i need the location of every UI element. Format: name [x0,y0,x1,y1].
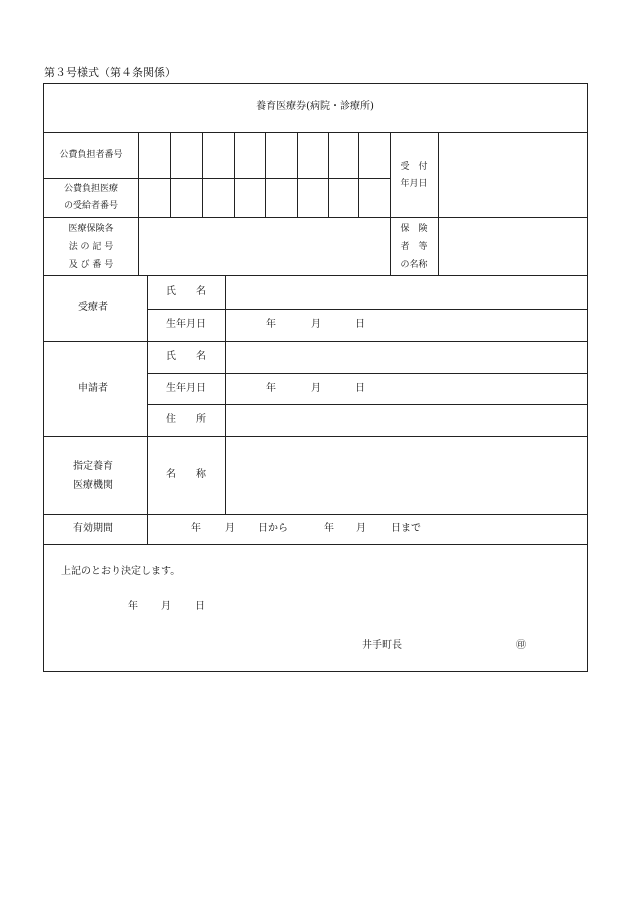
applicant-birth-year: 年 [266,383,276,394]
grid-col-line [297,132,298,217]
decision-statement: 上記のとおり決定します。 [61,566,181,577]
validity-from-year: 年 [191,523,201,534]
institution-name-label: 名 称 [166,469,206,480]
applicant-row-line [43,436,588,437]
insurer-name-label: 保 険 者 等 の名称 [400,224,428,270]
decision-month: 月 [161,601,171,612]
frame-left-line [43,83,44,672]
medical-care-voucher-form [43,83,588,672]
public-recipient-number-label: 公費負担医療 の受給者番号 [63,184,119,211]
grid-col-line [234,132,235,217]
validity-to-day: 日まで [391,523,421,534]
applicant-name-line [147,373,588,374]
designated-institution-label: 指定養育 医療機関 [73,461,113,491]
grid-col-line [390,132,391,275]
section-label-line [147,275,148,544]
applicant-birth-month: 月 [311,383,321,394]
institution-row-line [43,514,588,515]
form-title: 養育医療券(病院・診療所) [256,101,374,112]
applicant-address-label: 住 所 [166,414,206,425]
applicant-birthdate-label: 生年月日 [166,383,206,394]
grid-col-line [170,132,171,217]
applicant-birth-day: 日 [355,383,365,394]
patient-name-label: 氏 名 [166,286,206,297]
patient-row-line [43,341,588,342]
patient-birth-year: 年 [266,319,276,330]
seal-mark: ㊞ [516,640,526,651]
frame-bottom-line [43,671,588,672]
patient-birth-month: 月 [311,319,321,330]
validity-from-month: 月 [225,523,235,534]
frame-right-line [587,83,588,672]
grid-col-line [202,132,203,217]
receipt-date-label: 受 付 年月日 [400,162,428,189]
title-row-line [43,132,588,133]
patient-name-line [147,309,588,310]
insurance-row-line [43,275,588,276]
insurance-symbol-number-label: 医療保険各 法 の 記 号 及 び 番 号 [68,224,114,270]
form-number-caption: 第３号様式（第４条関係） [44,66,176,79]
patient-section-label: 受療者 [78,302,108,313]
decision-day: 日 [195,601,205,612]
patient-birthdate-label: 生年月日 [166,319,206,330]
payer-row-line [43,178,390,179]
grid-col-line [328,132,329,217]
public-payer-number-label: 公費負担者番号 [59,150,123,160]
decision-year: 年 [128,601,138,612]
receipt-value-line [438,132,439,275]
validity-row-line [43,544,588,545]
validity-to-month: 月 [356,523,366,534]
recipient-row-line [43,217,588,218]
validity-from-day: 日から [258,523,288,534]
applicant-section-label: 申請者 [78,383,108,394]
grid-col-line [358,132,359,217]
grid-col-line [265,132,266,217]
field-label-line [225,275,226,514]
validity-period-label: 有効期間 [73,523,113,534]
validity-to-year: 年 [324,523,334,534]
patient-birth-day: 日 [355,319,365,330]
applicant-birth-line [147,404,588,405]
grid-col-line [138,132,139,275]
frame-top-line [43,83,588,84]
mayor-title: 井手町長 [362,640,402,651]
applicant-name-label: 氏 名 [166,351,206,362]
